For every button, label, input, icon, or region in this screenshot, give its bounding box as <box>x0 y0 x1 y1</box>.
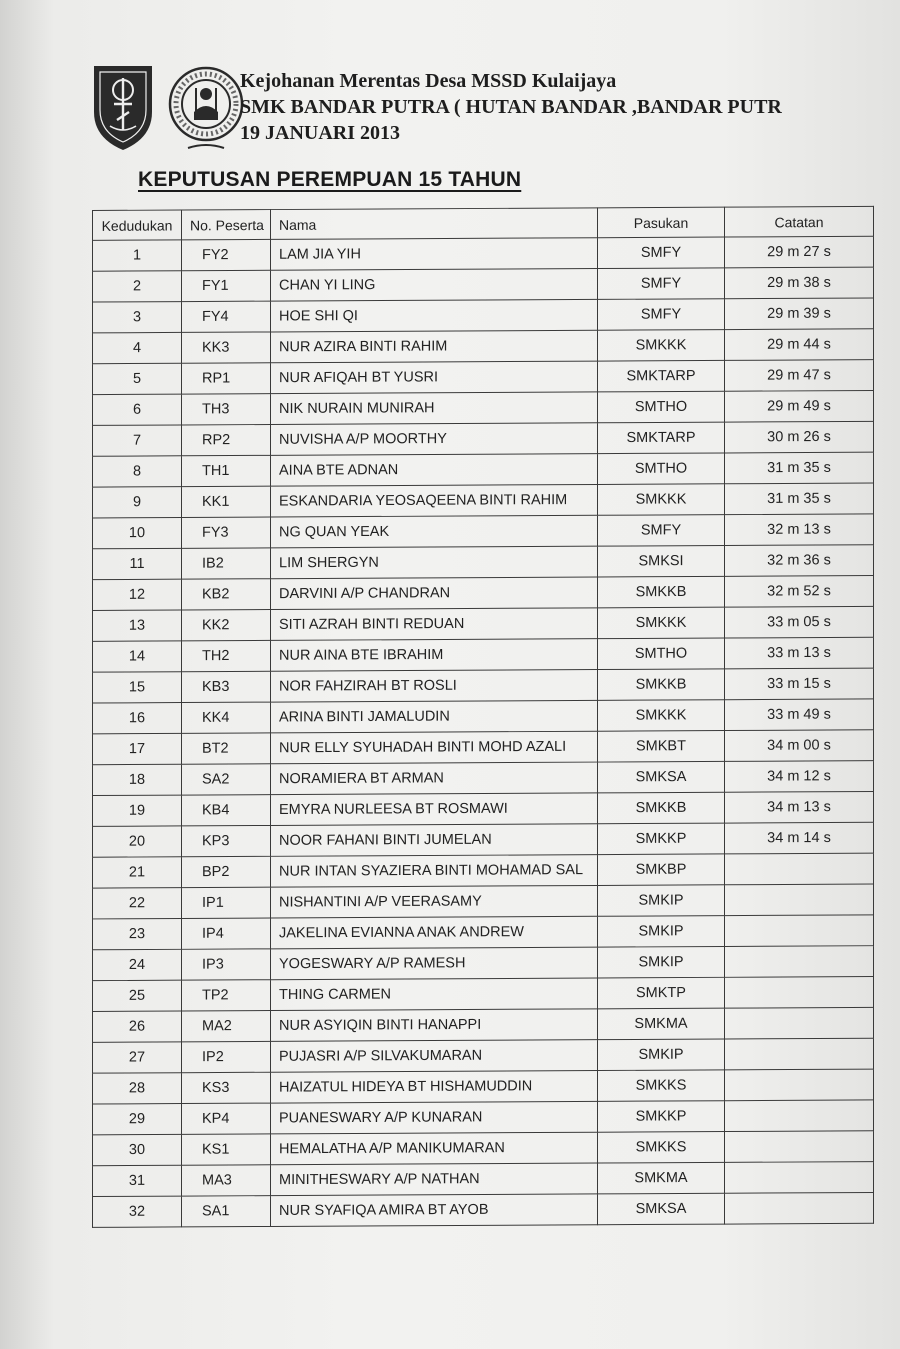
cell-time <box>725 1100 874 1132</box>
cell-position: 3 <box>93 302 182 333</box>
cell-position: 24 <box>93 949 182 980</box>
cell-entry-number: KB3 <box>182 671 271 702</box>
cell-team: SMFY <box>598 515 725 547</box>
cell-time <box>725 1038 874 1070</box>
cell-name: EMYRA NURLEESA BT ROSMAWI <box>271 793 598 826</box>
cell-entry-number: KB4 <box>182 795 271 826</box>
table-row <box>93 606 874 641</box>
cell-name: NIK NURAIN MUNIRAH <box>271 392 598 425</box>
cell-team: SMKTARP <box>598 360 725 392</box>
cell-position: 13 <box>93 610 182 641</box>
cell-position: 11 <box>93 548 182 579</box>
cell-position: 12 <box>93 579 182 610</box>
cell-team: SMKIP <box>598 885 725 917</box>
cell-position: 20 <box>93 826 182 857</box>
table-row <box>93 822 874 857</box>
cell-name: THING CARMEN <box>271 978 598 1011</box>
cell-time: 29 m 49 s <box>725 390 874 422</box>
cell-time <box>725 1162 874 1194</box>
cell-team: SMKKB <box>598 669 725 701</box>
cell-entry-number: RP1 <box>182 363 271 394</box>
cell-entry-number: KB2 <box>182 579 271 610</box>
cell-team: SMKKB <box>598 576 725 608</box>
table-row <box>93 421 874 456</box>
table-row <box>93 483 874 518</box>
event-name: Kejohanan Merentas Desa MSSD Kulaijaya <box>240 70 617 92</box>
cell-team: SMKTP <box>598 977 725 1009</box>
cell-time: 32 m 52 s <box>725 576 874 608</box>
table-row <box>93 637 874 672</box>
cell-time: 34 m 14 s <box>725 822 874 854</box>
table-row <box>93 1007 874 1042</box>
cell-team: SMTHO <box>598 391 725 423</box>
table-row <box>93 699 874 734</box>
cell-name: DARVINI A/P CHANDRAN <box>271 577 598 610</box>
cell-team: SMKIP <box>598 946 725 978</box>
cell-team: SMKKK <box>598 700 725 732</box>
cell-entry-number: FY2 <box>182 239 271 270</box>
cell-time <box>725 915 874 947</box>
cell-position: 26 <box>93 1011 182 1042</box>
cell-name: PUJASRI A/P SILVAKUMARAN <box>271 1040 598 1073</box>
cell-time: 34 m 00 s <box>725 730 874 762</box>
table-row <box>93 1100 874 1135</box>
cell-team: SMTHO <box>598 638 725 670</box>
cell-entry-number: BP2 <box>182 856 271 887</box>
cell-entry-number: KS1 <box>182 1134 271 1165</box>
cell-position: 2 <box>93 271 182 302</box>
cell-name: NUR SYAFIQA AMIRA BT AYOB <box>271 1194 598 1227</box>
cell-time: 31 m 35 s <box>725 483 874 515</box>
venue: SMK BANDAR PUTRA ( HUTAN BANDAR ,BANDAR PUTR <box>240 96 782 118</box>
cell-time <box>725 1192 874 1224</box>
cell-team: SMKIP <box>598 916 725 948</box>
table-row <box>93 791 874 826</box>
cell-entry-number: TH3 <box>182 394 271 425</box>
cell-entry-number: RP2 <box>182 424 271 455</box>
cell-time <box>725 884 874 916</box>
cell-team: SMTHO <box>598 453 725 485</box>
cell-position: 18 <box>93 764 182 795</box>
cell-entry-number: IP2 <box>182 1041 271 1072</box>
cell-name: LAM JIA YIH <box>271 238 598 271</box>
cell-name: NORAMIERA BT ARMAN <box>271 762 598 795</box>
cell-name: CHAN YI LING <box>271 269 598 302</box>
cell-time <box>725 1007 874 1039</box>
results-table-wrapper <box>92 206 868 1228</box>
cell-name: ESKANDARIA YEOSAQEENA BINTI RAHIM <box>271 484 598 517</box>
cell-name: SITI AZRAH BINTI REDUAN <box>271 608 598 641</box>
cell-name: YOGESWARY A/P RAMESH <box>271 947 598 980</box>
cell-team: SMKIP <box>598 1039 725 1071</box>
cell-team: SMKBP <box>598 854 725 886</box>
cell-time: 30 m 26 s <box>725 421 874 453</box>
cell-team: SMKKK <box>598 330 725 362</box>
cell-name: NUR AZIRA BINTI RAHIM <box>271 330 598 363</box>
cell-entry-number: SA2 <box>182 764 271 795</box>
cell-position: 14 <box>93 641 182 672</box>
cell-name: NUR AFIQAH BT YUSRI <box>271 361 598 394</box>
cell-time <box>725 853 874 885</box>
cell-position: 29 <box>93 1104 182 1135</box>
event-date: 19 JANUARI 2013 <box>240 122 400 144</box>
cell-position: 15 <box>93 672 182 703</box>
cell-team: SMKBT <box>598 731 725 763</box>
table-row <box>93 668 874 703</box>
cell-position: 28 <box>93 1073 182 1104</box>
cell-time: 29 m 44 s <box>725 329 874 361</box>
cell-team: SMKSA <box>598 1193 725 1225</box>
cell-team: SMKKP <box>598 823 725 855</box>
cell-position: 19 <box>93 795 182 826</box>
cell-entry-number: KS3 <box>182 1072 271 1103</box>
cell-entry-number: KP4 <box>182 1103 271 1134</box>
header-entry-number: No. Peserta <box>182 210 271 240</box>
table-row <box>93 452 874 487</box>
cell-name: JAKELINA EVIANNA ANAK ANDREW <box>271 916 598 949</box>
cell-time: 33 m 05 s <box>725 606 874 638</box>
table-row <box>93 853 874 888</box>
cell-team: SMKKK <box>598 484 725 516</box>
cell-entry-number: TP2 <box>182 980 271 1011</box>
cell-position: 32 <box>93 1196 182 1227</box>
cell-team: SMFY <box>598 299 725 331</box>
cell-time: 33 m 13 s <box>725 637 874 669</box>
table-row <box>93 390 874 425</box>
cell-entry-number: FY1 <box>182 270 271 301</box>
cell-time: 34 m 13 s <box>725 791 874 823</box>
cell-team: SMKTARP <box>598 422 725 454</box>
cell-entry-number: FY3 <box>182 517 271 548</box>
cell-name: HEMALATHA A/P MANIKUMARAN <box>271 1132 598 1165</box>
table-row <box>93 1069 874 1104</box>
table-row <box>93 761 874 796</box>
cell-name: ARINA BINTI JAMALUDIN <box>271 700 598 733</box>
table-row <box>93 1131 874 1166</box>
cell-name: NOOR FAHANI BINTI JUMELAN <box>271 824 598 857</box>
cell-name: HOE SHI QI <box>271 299 598 332</box>
cell-entry-number: IP3 <box>182 949 271 980</box>
table-row <box>93 1192 874 1227</box>
cell-time: 32 m 13 s <box>725 514 874 546</box>
cell-name: LIM SHERGYN <box>271 546 598 579</box>
cell-position: 31 <box>93 1165 182 1196</box>
cell-time: 33 m 49 s <box>725 699 874 731</box>
cell-entry-number: MA3 <box>182 1165 271 1196</box>
cell-time <box>725 977 874 1009</box>
cell-position: 22 <box>93 888 182 919</box>
cell-team: SMKKB <box>598 792 725 824</box>
cell-team: SMKMA <box>598 1162 725 1194</box>
table-row <box>93 236 874 271</box>
cell-name: NUR AINA BTE IBRAHIM <box>271 639 598 672</box>
cell-position: 17 <box>93 733 182 764</box>
document-header <box>88 58 848 158</box>
cell-entry-number: KK4 <box>182 702 271 733</box>
table-row <box>93 1038 874 1073</box>
cell-name: NUR ASYIQIN BINTI HANAPPI <box>271 1009 598 1042</box>
cell-time: 33 m 15 s <box>725 668 874 700</box>
cell-position: 5 <box>93 363 182 394</box>
page-title: KEPUTUSAN PEREMPUAN 15 TAHUN <box>138 168 522 191</box>
cell-time <box>725 1131 874 1163</box>
cell-time <box>725 1069 874 1101</box>
cell-name: MINITHESWARY A/P NATHAN <box>271 1163 598 1196</box>
table-row <box>93 884 874 919</box>
cell-position: 4 <box>93 332 182 363</box>
results-table <box>92 206 874 1228</box>
table-row <box>93 267 874 302</box>
cell-entry-number: IB2 <box>182 548 271 579</box>
cell-name: HAIZATUL HIDEYA BT HISHAMUDDIN <box>271 1071 598 1104</box>
table-row <box>93 946 874 981</box>
cell-time: 34 m 12 s <box>725 761 874 793</box>
cell-position: 30 <box>93 1134 182 1165</box>
table-row <box>93 977 874 1012</box>
table-header-row <box>93 206 874 240</box>
cell-entry-number: TH2 <box>182 640 271 671</box>
cell-position: 25 <box>93 980 182 1011</box>
cell-entry-number: FY4 <box>182 301 271 332</box>
cell-time: 29 m 38 s <box>725 267 874 299</box>
cell-position: 27 <box>93 1042 182 1073</box>
cell-entry-number: TH1 <box>182 455 271 486</box>
table-row <box>93 576 874 611</box>
cell-position: 16 <box>93 703 182 734</box>
cell-team: SMFY <box>598 268 725 300</box>
cell-time: 32 m 36 s <box>725 545 874 577</box>
cell-name: PUANESWARY A/P KUNARAN <box>271 1101 598 1134</box>
table-row <box>93 298 874 333</box>
cell-time: 29 m 39 s <box>725 298 874 330</box>
table-row <box>93 915 874 950</box>
cell-entry-number: KK1 <box>182 486 271 517</box>
cell-team: SMKSI <box>598 545 725 577</box>
cell-name: AINA BTE ADNAN <box>271 454 598 487</box>
cell-time: 31 m 35 s <box>725 452 874 484</box>
header-team: Pasukan <box>598 207 725 238</box>
cell-time <box>725 946 874 978</box>
cell-position: 23 <box>93 918 182 949</box>
cell-position: 10 <box>93 517 182 548</box>
cell-entry-number: MA2 <box>182 1011 271 1042</box>
cell-team: SMKKK <box>598 607 725 639</box>
cell-entry-number: KK3 <box>182 332 271 363</box>
cell-name: NISHANTINI A/P VEERASAMY <box>271 885 598 918</box>
cell-position: 9 <box>93 487 182 518</box>
header-time: Catatan <box>725 206 874 237</box>
cell-position: 7 <box>93 425 182 456</box>
cell-entry-number: BT2 <box>182 733 271 764</box>
table-row <box>93 360 874 395</box>
school-crest-icon <box>90 60 156 152</box>
district-seal-icon <box>166 62 246 152</box>
table-row <box>93 514 874 549</box>
cell-position: 6 <box>93 394 182 425</box>
cell-team: SMFY <box>598 237 725 269</box>
header-name: Nama <box>271 208 598 240</box>
cell-name: NG QUAN YEAK <box>271 515 598 548</box>
table-row <box>93 545 874 580</box>
cell-position: 21 <box>93 857 182 888</box>
cell-team: SMKSA <box>598 761 725 793</box>
table-row <box>93 1162 874 1197</box>
table-row <box>93 329 874 364</box>
cell-time: 29 m 27 s <box>725 236 874 268</box>
cell-team: SMKKS <box>598 1132 725 1164</box>
cell-team: SMKKP <box>598 1101 725 1133</box>
cell-time: 29 m 47 s <box>725 360 874 392</box>
cell-name: NOR FAHZIRAH BT ROSLI <box>271 670 598 703</box>
table-row <box>93 730 874 765</box>
cell-name: NUR ELLY SYUHADAH BINTI MOHD AZALI <box>271 731 598 764</box>
header-text <box>240 68 782 146</box>
cell-entry-number: IP4 <box>182 918 271 949</box>
cell-entry-number: SA1 <box>182 1196 271 1227</box>
header-position: Kedudukan <box>93 210 182 240</box>
cell-position: 1 <box>93 240 182 271</box>
cell-entry-number: KK2 <box>182 610 271 641</box>
cell-team: SMKMA <box>598 1008 725 1040</box>
cell-entry-number: IP1 <box>182 887 271 918</box>
cell-entry-number: KP3 <box>182 825 271 856</box>
cell-name: NUVISHA A/P MOORTHY <box>271 423 598 456</box>
cell-team: SMKKS <box>598 1070 725 1102</box>
cell-position: 8 <box>93 456 182 487</box>
cell-name: NUR INTAN SYAZIERA BINTI MOHAMAD SAL <box>271 855 598 888</box>
